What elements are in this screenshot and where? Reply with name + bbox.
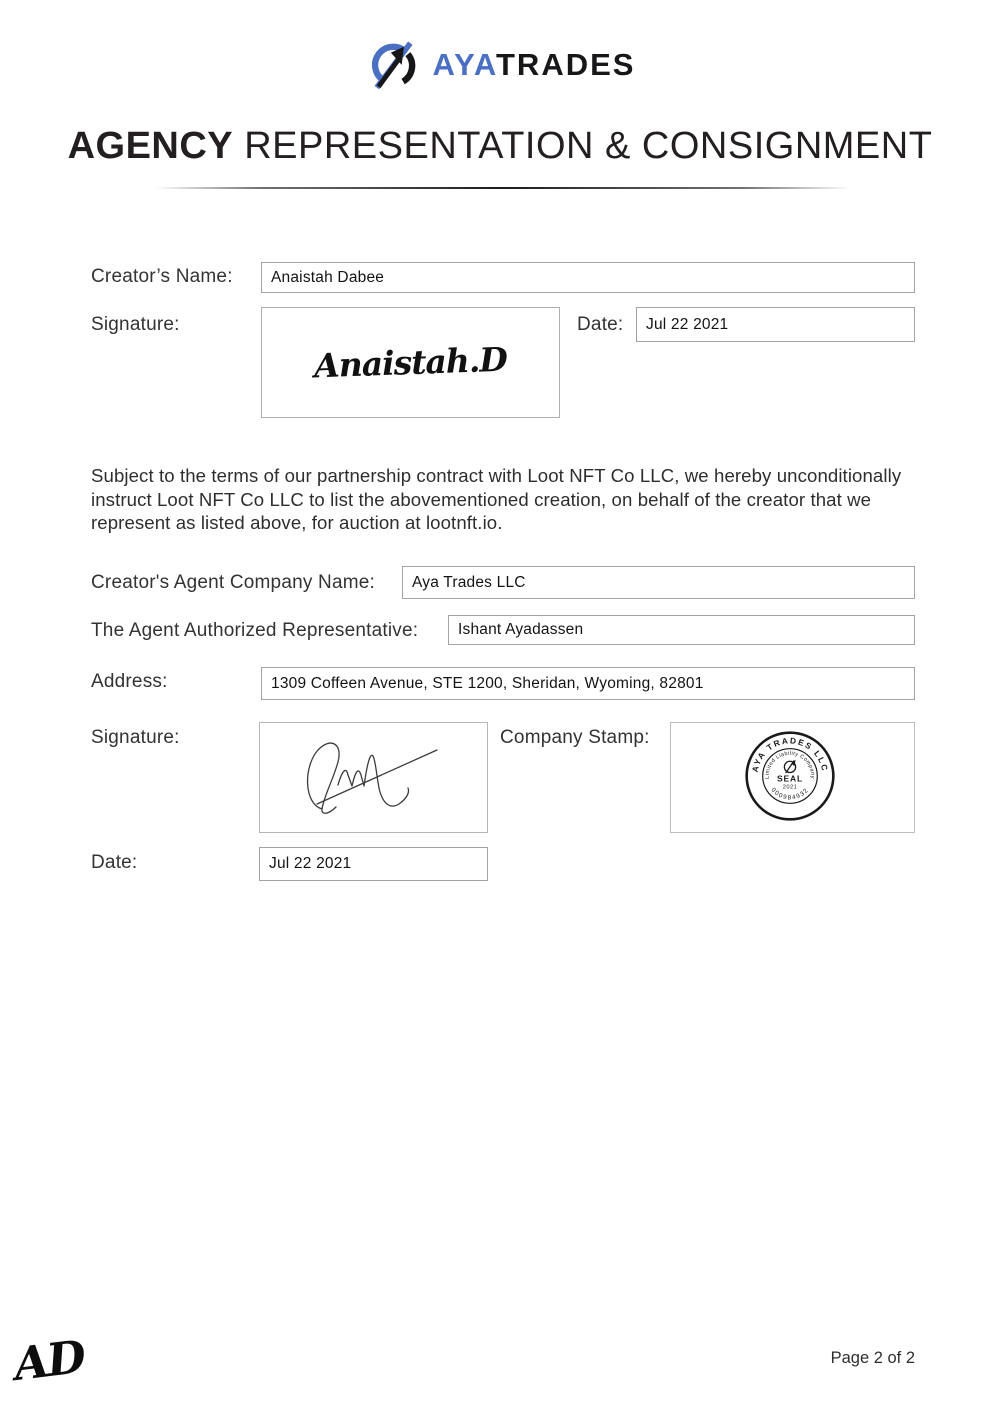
brand-wordmark xyxy=(432,46,636,82)
seal-outer-top-text: AYA TRADES LLC xyxy=(749,735,831,774)
company-stamp-label: Company Stamp: xyxy=(500,727,650,748)
agent-date-value: Jul 22 2021 xyxy=(269,855,352,872)
title-rest: REPRESENTATION & CONSIGNMENT xyxy=(244,125,933,167)
agent-date-field[interactable] xyxy=(259,847,488,881)
address-label: Address: xyxy=(91,671,168,692)
creator-date-label: Date: xyxy=(577,314,624,335)
seal-year-text: 2021 xyxy=(782,784,798,791)
title-lead: AGENCY xyxy=(67,125,234,167)
agent-signature-field[interactable] xyxy=(259,722,488,833)
agent-representative-field[interactable] xyxy=(448,615,915,645)
seal-label-text: SEAL xyxy=(776,773,804,784)
brand-word-trades: TRADES xyxy=(496,46,636,82)
creator-signature-label: Signature: xyxy=(91,314,180,335)
creator-signature-field[interactable] xyxy=(261,307,560,418)
brand-logo xyxy=(0,30,1000,98)
agent-date-label: Date: xyxy=(91,852,138,873)
creator-name-label: Creator’s Name: xyxy=(91,266,233,287)
brand-word-aya: AYA xyxy=(432,46,496,82)
creator-date-field[interactable] xyxy=(636,307,915,342)
agent-company-field[interactable] xyxy=(402,566,915,599)
seal-center-logo-icon xyxy=(784,760,795,773)
creator-date-value: Jul 22 2021 xyxy=(646,315,729,333)
seal-inner-bottom-text: 000984932 xyxy=(769,786,811,802)
creator-signature-handwriting: Anaistah.D xyxy=(313,339,508,386)
seal-inner-top-text: Limited Liability Company xyxy=(764,750,816,780)
page-number: Page 2 of 2 xyxy=(830,1349,915,1367)
terms-paragraph: Subject to the terms of our partnership contract with Loot NFT Co LLC, we hereby unconditionally instruct Loot NFT Co LLC to list the abovementioned creation, on behalf of the creator that we represent as listed above, for auction at lootnft.io. xyxy=(91,465,902,533)
address-field[interactable] xyxy=(261,667,915,700)
agent-representative-label: The Agent Authorized Representative: xyxy=(91,620,419,641)
handwritten-initials: AD xyxy=(11,1329,87,1392)
agent-company-label: Creator's Agent Company Name: xyxy=(91,572,375,593)
page-title xyxy=(0,126,1000,168)
company-seal xyxy=(738,724,842,828)
creator-name-value: Anaistah Dabee xyxy=(271,268,385,286)
creator-name-field[interactable] xyxy=(261,262,915,293)
agent-signature-label: Signature: xyxy=(91,727,180,748)
agent-representative-value: Ishant Ayadassen xyxy=(458,621,584,638)
title-divider xyxy=(155,187,850,189)
address-value: 1309 Coffeen Avenue, STE 1200, Sheridan, Wyoming, 82801 xyxy=(271,674,704,692)
agent-signature-scribble xyxy=(260,723,487,832)
ayatrades-logo-icon xyxy=(365,33,423,95)
agent-company-value: Aya Trades LLC xyxy=(412,573,526,591)
